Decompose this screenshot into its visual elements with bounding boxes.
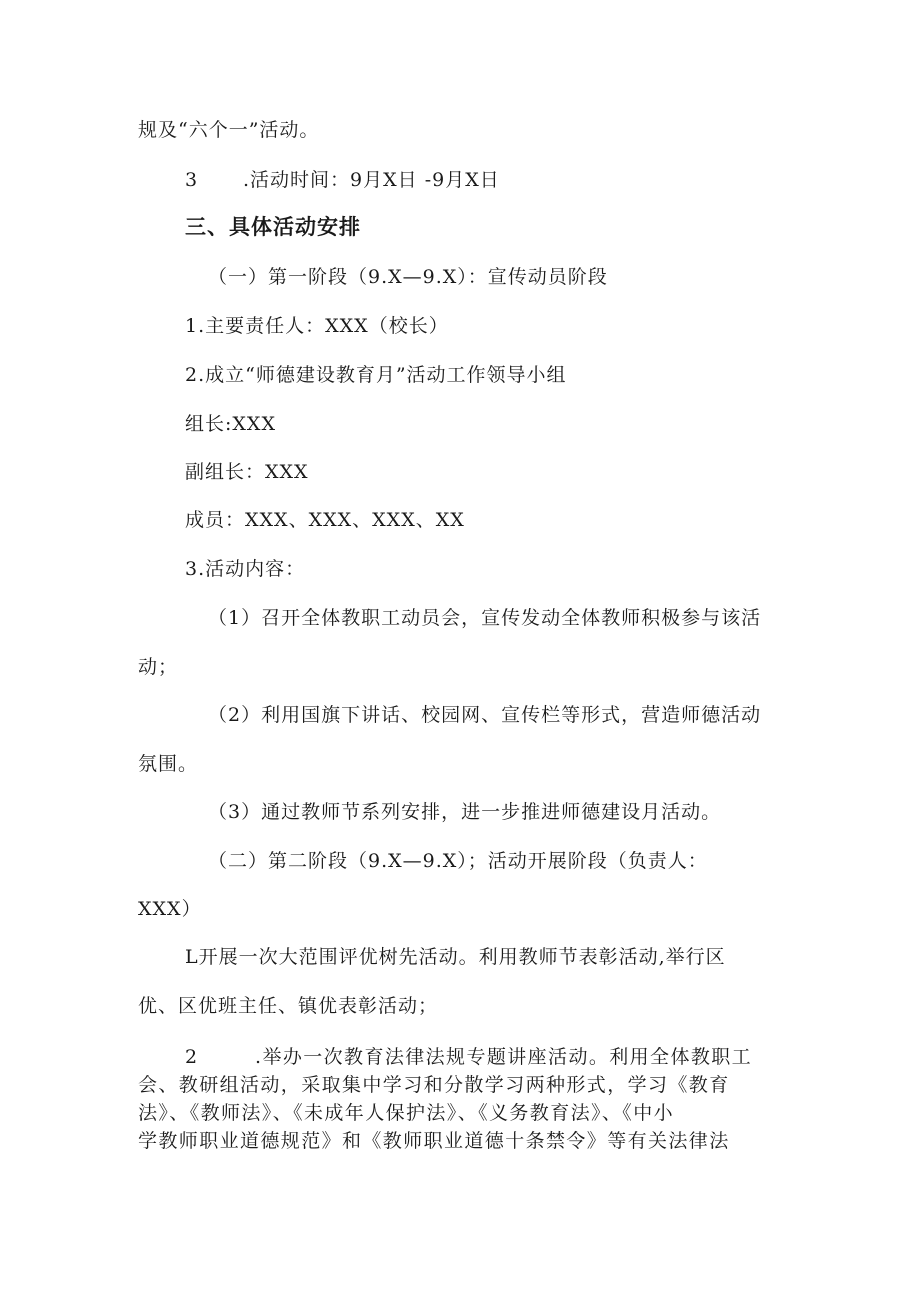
section-heading: 三、具体活动安排: [185, 215, 361, 239]
deputy-leader-line: 副组长：XXX: [185, 461, 309, 483]
content-item-1-continuation: 动；: [138, 656, 179, 678]
lecture-activity-continuation-1: 会、教研组活动，采取集中学习和分散学习两种形式，学习《教育: [138, 1074, 730, 1096]
lecture-activity-continuation-2: 法》、《教师法》、《未成年人保护法》、《义务教育法》、《中小: [138, 1102, 675, 1124]
award-activity-continuation: 优、区优班主任、镇优表彰活动；: [138, 995, 439, 1017]
content-item-3: （3）通过教师节系列安排，进一步推进师德建设月活动。: [208, 801, 722, 823]
group-leader-line: 组长:XXX: [185, 413, 276, 435]
content-item-1: （1）召开全体教职工动员会，宣传发动全体教师积极参与该活: [208, 607, 762, 629]
item-number: 2: [185, 1046, 199, 1068]
activity-content-line: 3.活动内容：: [185, 558, 306, 580]
lecture-activity-continuation-3: 学教师职业道德规范》和《教师职业道德十条禁令》等有关法律法: [138, 1130, 730, 1152]
phase-one-heading: （一）第一阶段（9.X—9.X）：宣传动员阶段: [208, 266, 608, 288]
content-item-2-continuation: 氛围。: [138, 753, 199, 775]
members-line: 成员：XXX、XXX、XXX、XX: [185, 509, 465, 531]
phase-two-heading: （二）第二阶段（9.X—9.X）；活动开展阶段（负责人：: [208, 850, 708, 872]
activity-time-line: 3 .活动时间：9月X日 -9月X日: [185, 169, 500, 191]
leading-group-line: 2.成立“师德建设教育月”活动工作领导小组: [185, 364, 567, 386]
phase-two-heading-continuation: XXX）: [138, 898, 202, 920]
text-line-continuation: 规及“六个一”活动。: [138, 119, 320, 141]
content-item-2: （2）利用国旗下讲话、校园网、宣传栏等形式，营造师德活动: [208, 704, 762, 726]
item-number: 3: [185, 169, 199, 191]
award-activity-line: L开展一次大范围评优树先活动。利用教师节表彰活动,举行区: [185, 946, 726, 968]
responsible-person-line: 1.主要责任人：XXX（校长）: [185, 315, 449, 337]
lecture-activity-line: 2 .举办一次教育法律法规专题讲座活动。利用全体教职工: [185, 1046, 753, 1068]
